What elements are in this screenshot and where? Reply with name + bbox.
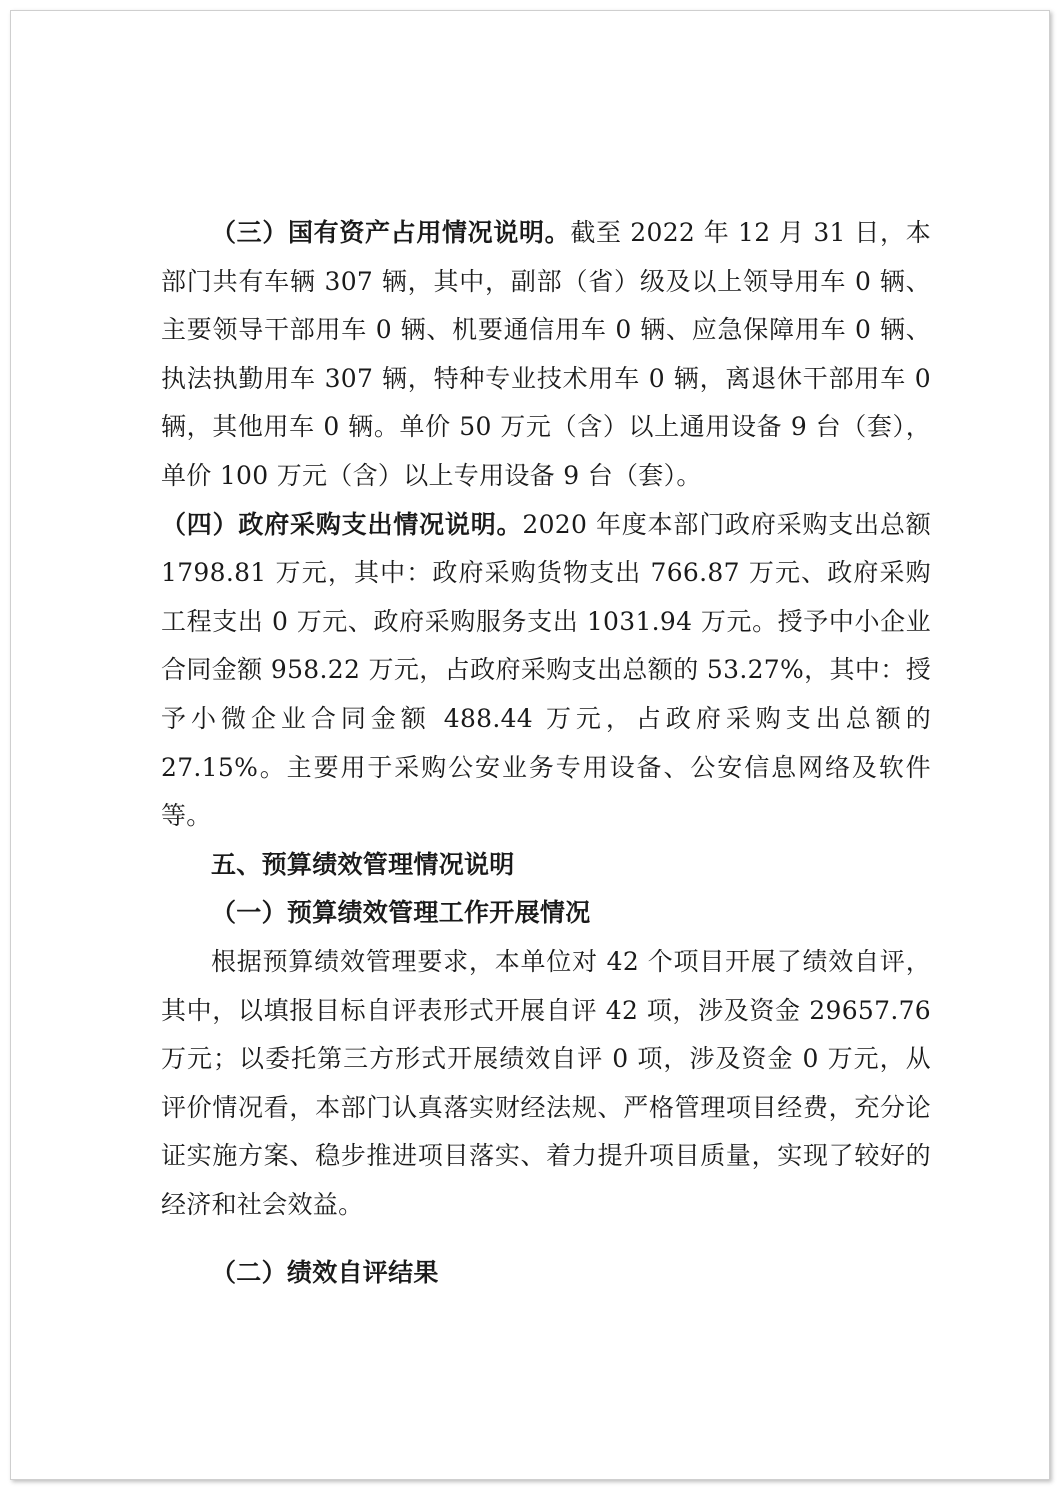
page-content [161, 209, 931, 1298]
section3-body: 截至 2022 年 12 月 31 日，本部门共有车辆 307 辆，其中，副部（省）级及以上领导用车 0 辆、主要领导干部用车 0 辆、机要通信用车 0 辆、应急保障用车 0 辆、执法执勤用车 307 辆，特种专业技术用车 0 辆，离退休干部用车 0 辆，其他用车 0 辆。单价 50 万元（含）以上通用设备 9 台（套），单价 100 万元（含）以上专用设备 9 台（套）。 [161, 218, 932, 490]
section4-heading: （四）政府采购支出情况说明。 [161, 509, 523, 539]
section3-heading: （三）国有资产占用情况说明。 [211, 218, 571, 247]
chapter5-sub1-body: 根据预算绩效管理要求，本单位对 42 个项目开展了绩效自评，其中，以填报目标自评表形式开展自评 42 项，涉及资金 29657.76 万元；以委托第三方形式开展绩效自评 0 项，涉及资金 0 万元，从评价情况看，本部门认真落实财经法规、严格管理项目经费，充分论证实施方案、稳步推进项目落实、着力提升项目质量，实现了较好的经济和社会效益。 [161, 946, 931, 1219]
chapter5-sub1-heading: （一）预算绩效管理工作开展情况 [211, 898, 591, 928]
section4-body: 2020 年度本部门政府采购支出总额 1798.81 万元，其中：政府采购货物支出 766.87 万元、政府采购工程支出 0 万元、政府采购服务支出 1031.94 万元。授予中小企业合同金额 958.22 万元，占政府采购支出总额的 53.27%，其中：授予小微企业合同金额 488.44 万元，占政府采购支出总额的 27.15%。主要用于采购公安业务专用设备、公安信息网络及软件等。 [161, 509, 931, 831]
paragraph-state-assets [161, 209, 931, 501]
chapter5-title: 五、预算绩效管理情况说明 [211, 849, 515, 879]
paragraph-government-procurement [161, 501, 931, 841]
document-page [10, 10, 1050, 1480]
chapter5-sub2-heading: （二）绩效自评结果 [211, 1258, 439, 1288]
